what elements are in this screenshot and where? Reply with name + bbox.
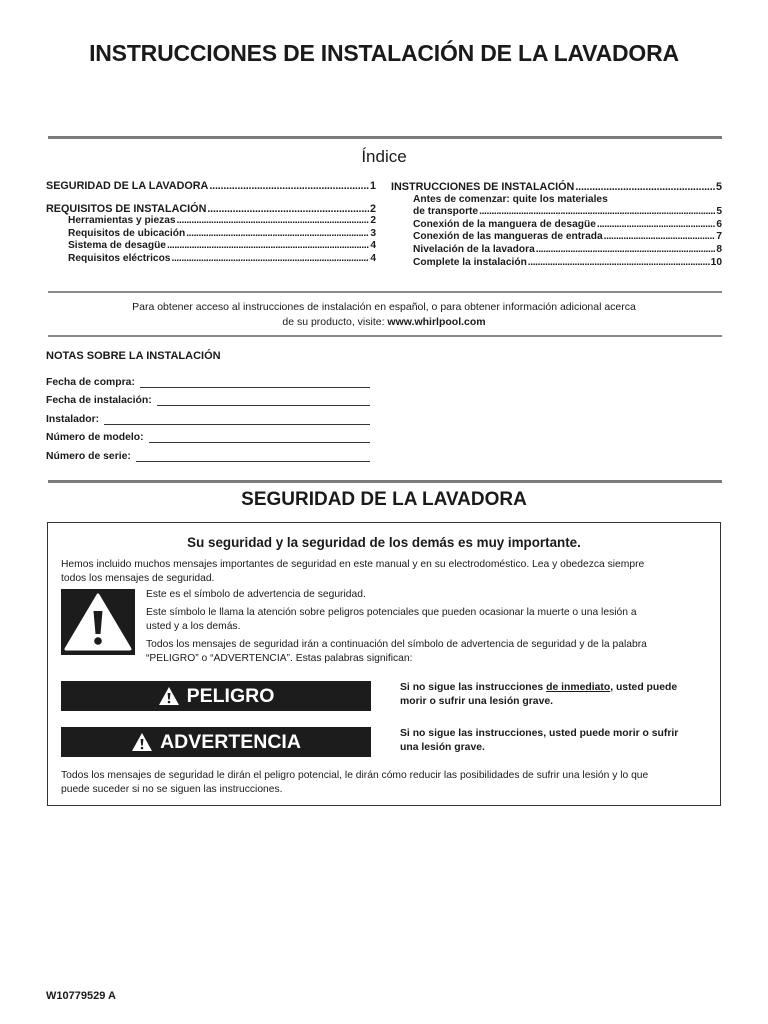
toc-entry[interactable]: Conexión de las mangueras de entrada . . . 7: [391, 231, 722, 244]
toc-entry[interactable]: INSTRUCCIONES DE INSTALACIÓN . . . 5: [391, 181, 722, 194]
divider: [48, 291, 722, 293]
danger-alert-icon: [158, 686, 180, 706]
install-date-field[interactable]: Fecha de instalación:: [46, 395, 370, 406]
safety-alert-icon: [61, 589, 135, 655]
divider: [48, 480, 722, 483]
toc-entry[interactable]: Sistema de desagüe . . . 4: [46, 240, 376, 253]
toc-right-column: [391, 181, 722, 269]
notes-title: NOTAS SOBRE LA INSTALACIÓN: [46, 350, 221, 362]
safety-box: [47, 522, 721, 806]
warning-description: Si no sigue las instrucciones, usted puede morir o sufrir una lesión grave.: [400, 728, 679, 753]
toc-entry[interactable]: Requisitos eléctricos . . . 4: [46, 253, 376, 266]
toc-entry[interactable]: SEGURIDAD DE LA LAVADORA . . . 1: [46, 180, 376, 193]
divider: [48, 335, 722, 337]
toc-entry[interactable]: Herramientas y piezas . . . 2: [46, 215, 376, 228]
danger-banner: [61, 681, 371, 711]
access-note: [0, 300, 768, 330]
document-part-number: W10779529 A: [46, 990, 116, 1002]
toc-entry[interactable]: REQUISITOS DE INSTALACIÓN . . . 2: [46, 203, 376, 216]
access-line-1: Para obtener acceso al instrucciones de instalación en español, o para obtener información adicional acerca: [132, 301, 636, 313]
safety-intro: Hemos incluido muchos mensajes importantes de seguridad en este manual y en su electrodoméstico. Lea y obedezca siempre todos los mensajes de seguridad.: [61, 559, 645, 584]
symbol-explanation: Este símbolo le llama la atención sobre peligros potenciales que pueden ocasionar la muerte o una lesión a usted y a los demás.: [146, 607, 637, 632]
safety-headline: Su seguridad y la seguridad de los demás es muy importante.: [187, 535, 581, 550]
symbol-definition: Este es el símbolo de advertencia de seguridad.: [146, 589, 366, 600]
toc-entry-label[interactable]: Antes de comenzar: quite los materiales: [413, 193, 608, 205]
document-title: INSTRUCCIONES DE INSTALACIÓN DE LA LAVADORA: [89, 40, 679, 66]
warning-label: ADVERTENCIA: [160, 730, 301, 753]
index-title: Índice: [361, 147, 407, 166]
toc-left-column: [46, 180, 376, 266]
installer-field[interactable]: Instalador:: [46, 414, 370, 425]
safety-section-title: SEGURIDAD DE LA LAVADORA: [241, 489, 527, 510]
safety-outro: Todos los mensajes de seguridad le dirán el peligro potencial, le dirán cómo reducir las posibilidades de sufrir una lesión y lo que puede suceder si no se siguen las instrucciones.: [61, 770, 649, 795]
danger-label: PELIGRO: [186, 684, 275, 707]
toc-entry[interactable]: Nivelación de la lavadora . . . 8: [391, 244, 722, 257]
toc-entry[interactable]: de transporte . . . 5: [391, 206, 722, 219]
serial-number-field[interactable]: Número de serie:: [46, 451, 370, 462]
model-number-field[interactable]: Número de modelo:: [46, 432, 370, 443]
toc-entry[interactable]: Conexión de la manguera de desagüe . . . 6: [391, 219, 722, 232]
divider: [48, 136, 722, 139]
signal-words-explanation: Todos los mensajes de seguridad irán a continuación del símbolo de advertencia de seguridad y de la palabra “PELIGRO” o “ADVERTENCIA”. Estas palabras significan:: [146, 639, 647, 664]
purchase-date-field[interactable]: Fecha de compra:: [46, 377, 370, 388]
toc-entry[interactable]: Requisitos de ubicación . . . 3: [46, 228, 376, 241]
website-link[interactable]: www.whirlpool.com: [387, 316, 486, 328]
warning-banner: [61, 727, 371, 757]
danger-description: Si no sigue las instrucciones de inmediato, usted puede morir o sufrir una lesión grave.: [400, 682, 678, 707]
access-line-2: de su producto, visite: www.whirlpool.com: [282, 316, 486, 328]
toc-entry[interactable]: Complete la instalación . . . 10: [391, 257, 722, 270]
warning-alert-icon: [131, 732, 153, 752]
